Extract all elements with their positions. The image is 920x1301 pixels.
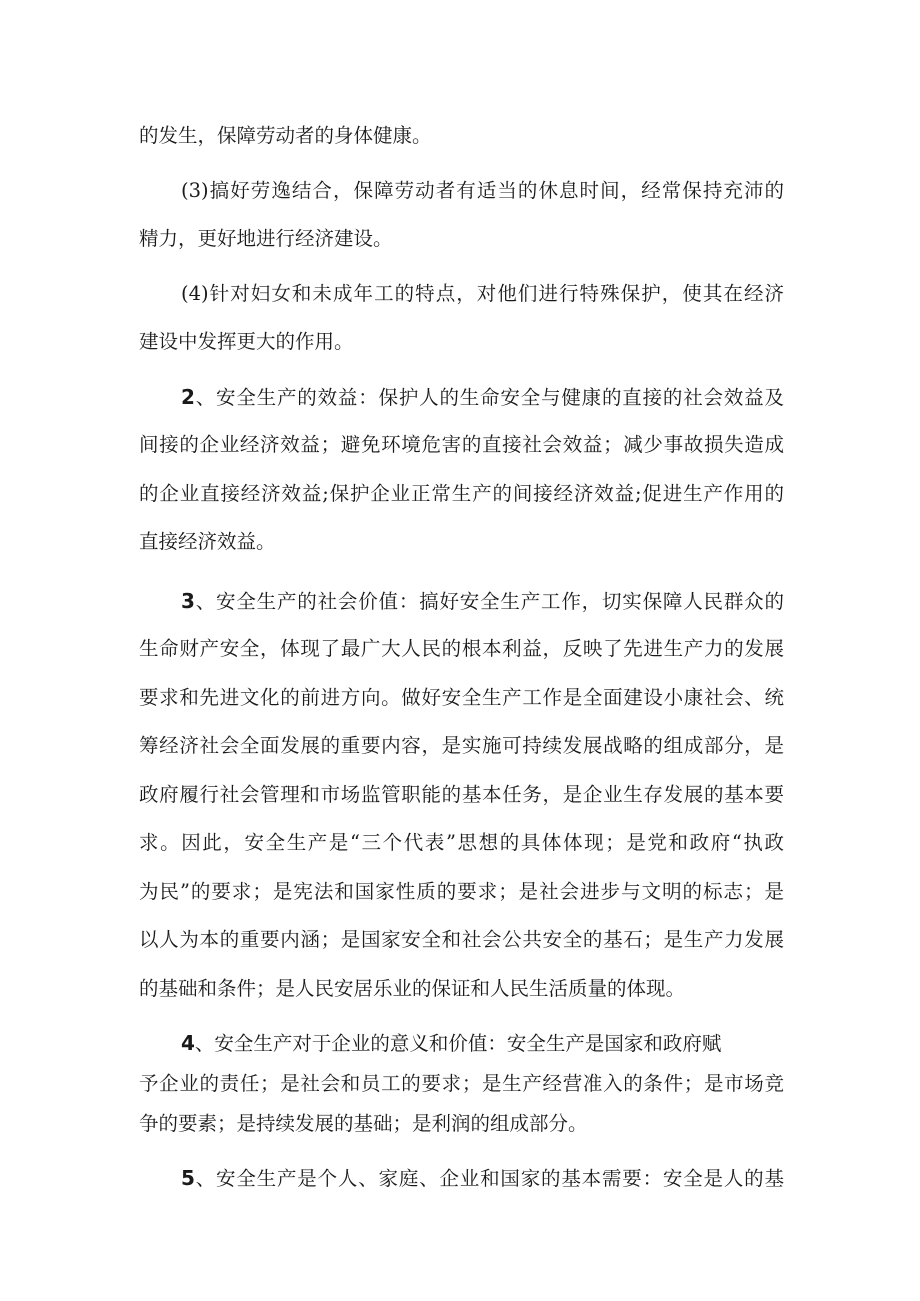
- text-line: (3)搞好劳逸结合，保障劳动者有适当的休息时间，经常保持充沛的: [181, 178, 784, 202]
- text-line: 的发生，保障劳动者的身体健康。: [139, 124, 432, 147]
- paragraph-section-5: [139, 1154, 784, 1203]
- text-line: 以人为本的重要内涵；是国家安全和社会公共安全的基石；是生产力发展: [139, 928, 784, 951]
- line-text: 、安全生产的社会价值：搞好安全生产工作，切实保障人民群众的: [194, 589, 784, 613]
- text-line: [139, 1154, 784, 1203]
- text-line: 的企业直接经济效益;保护企业正常生产的间接经济效益;促进生产作用的: [139, 481, 784, 505]
- line-text: 、安全生产的效益：保护人的生命安全与健康的直接的社会效益及: [194, 385, 784, 409]
- section-number: 2: [181, 384, 195, 409]
- paragraph-section-4: [139, 1019, 784, 1068]
- text-line: [139, 373, 784, 422]
- line-text: 、安全生产是个人、家庭、企业和国家的基本需要：安全是人的基: [194, 1166, 784, 1190]
- text-line: 争的要素；是持续发展的基础；是利润的组成部分。: [139, 1111, 588, 1135]
- text-line: 筹经济社会全面发展的重要内容，是实施可持续发展战略的组成部分，是: [139, 734, 784, 757]
- text-line: 建设中发挥更大的作用。: [139, 330, 354, 353]
- text-line: 生命财产安全，体现了最广大人民的根本利益，反映了先进生产力的发展: [139, 637, 784, 660]
- paragraph-section-2: [139, 373, 784, 567]
- text-line: 直接经济效益。: [139, 530, 276, 553]
- paragraph-continuation: [139, 1064, 784, 1144]
- text-line: 间接的企业经济效益；避免环境危害的直接社会效益；减少事故损失造成: [139, 433, 784, 456]
- text-line: 求。因此，安全生产是“三个代表”思想的具体体现；是党和政府“执政: [139, 831, 784, 854]
- text-line: 的基础和条件；是人民安居乐业的保证和人民生活质量的体现。: [139, 976, 686, 1000]
- paragraph-item-3: [139, 167, 784, 264]
- text-line: 予企业的责任；是社会和员工的要求；是生产经营准入的条件；是市场竞: [139, 1071, 784, 1095]
- text-line: 为民”的要求；是宪法和国家性质的要求；是社会进步与文明的标志；是: [139, 879, 784, 903]
- text-line: [139, 1019, 784, 1068]
- text-line: [139, 577, 784, 626]
- section-number: 5: [181, 1165, 195, 1190]
- section-number: 4: [181, 1031, 195, 1055]
- paragraph-section-3: [139, 577, 784, 1014]
- section-number: 3: [181, 588, 195, 613]
- paragraph-1: [139, 112, 784, 161]
- paragraph-item-4: [139, 270, 784, 367]
- document-page: [139, 112, 784, 1202]
- text-line: (4)针对妇女和未成年工的特点，对他们进行特殊保护，使其在经济: [181, 281, 784, 305]
- text-line: 政府履行社会管理和市场监管职能的基本任务，是企业生存发展的基本要: [139, 782, 784, 806]
- text-line: 要求和先进文化的前进方向。做好安全生产工作是全面建设小康社会、统: [139, 685, 784, 709]
- line-text: 、安全生产对于企业的意义和价值：安全生产是国家和政府赋: [194, 1032, 722, 1055]
- text-line: 精力，更好地进行经济建设。: [139, 227, 393, 250]
